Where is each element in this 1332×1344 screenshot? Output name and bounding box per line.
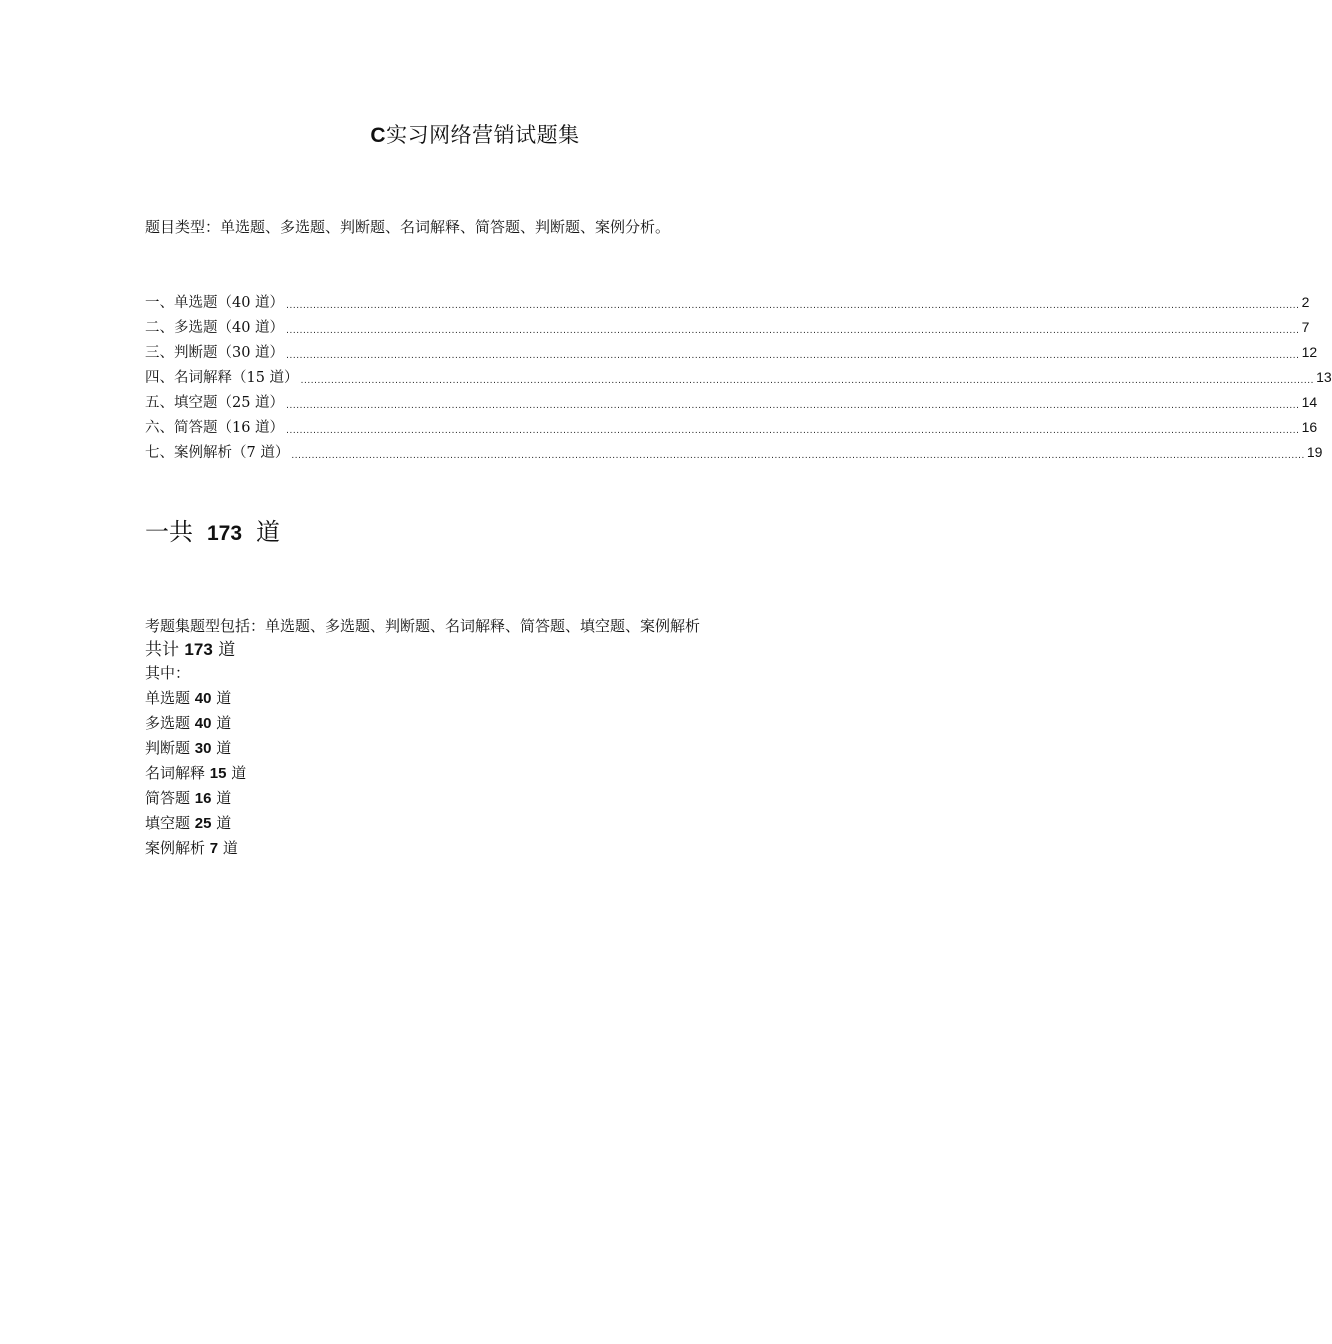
- summary-item-number: 15: [209, 765, 227, 782]
- toc-entry-multiple-choice[interactable]: [145, 315, 1310, 340]
- toc-entry-single-choice[interactable]: [145, 290, 1310, 315]
- toc-entry-label: 三、判断题（30 道）: [145, 345, 285, 361]
- toc-entry-label: 五、填空题（25 道）: [145, 395, 285, 411]
- summary-total: [145, 639, 700, 661]
- summary-item-number: 40: [194, 715, 212, 732]
- toc-entry-label: 四、名词解释（15 道）: [145, 370, 299, 386]
- toc-entry-page: 2: [1301, 294, 1310, 310]
- toc-entry-true-false[interactable]: [145, 340, 1318, 365]
- summary-item-number: 40: [194, 690, 212, 707]
- summary-item: [145, 711, 700, 736]
- toc-entry-page: 12: [1301, 344, 1318, 360]
- question-types-line: 题目类型：单选题、多选题、判断题、名词解释、简答题、判断题、案例分析。: [145, 218, 671, 236]
- summary-item: [145, 736, 700, 761]
- title-main: 实习网络营销试题集: [386, 123, 580, 147]
- summary-item-name: 多选题: [145, 714, 191, 732]
- toc-entry-label: 七、案例解析（7 道）: [145, 445, 290, 461]
- toc-entry-short-answer[interactable]: [145, 415, 1318, 440]
- total-suffix: 道: [256, 518, 281, 546]
- total-number: 173: [207, 522, 243, 545]
- summary-item-number: 30: [194, 740, 212, 757]
- summary-item-unit: 道: [216, 739, 232, 757]
- toc-entry-terms[interactable]: [145, 365, 1332, 390]
- summary-item-number: 7: [209, 840, 219, 857]
- total-count-heading: [145, 512, 280, 554]
- toc-leader-dots: ............................................................................................................................................................................................................................................................................................................: [286, 325, 1300, 336]
- toc-entry-page: 13: [1316, 369, 1332, 385]
- summary-among: 其中：: [145, 664, 191, 682]
- toc-entry-page: 7: [1301, 319, 1310, 335]
- summary-item-name: 判断题: [145, 739, 191, 757]
- total-prefix: 一共: [145, 518, 193, 546]
- summary-item-unit: 道: [222, 839, 238, 857]
- toc-entry-page: 16: [1301, 419, 1318, 435]
- summary-item-number: 16: [194, 790, 212, 807]
- title-prefix: C: [370, 124, 387, 147]
- toc-leader-dots: ............................................................................................................................................................................................................................................................................................................: [286, 425, 1300, 436]
- page-title: [0, 120, 950, 151]
- toc-leader-dots: ............................................................................................................................................................................................................................................................................................................: [286, 400, 1300, 411]
- summary-item: [145, 836, 700, 861]
- toc-entry-fill-blank[interactable]: [145, 390, 1318, 415]
- toc-leader-dots: ............................................................................................................................................................................................................................................................................................................: [286, 300, 1300, 311]
- table-of-contents: [145, 290, 1332, 465]
- summary-total-prefix: 共计: [145, 640, 179, 660]
- summary-item-name: 单选题: [145, 689, 191, 707]
- summary-intro: 考题集题型包括：单选题、多选题、判断题、名词解释、简答题、填空题、案例解析: [145, 617, 701, 635]
- summary-item: [145, 686, 700, 711]
- summary-item: [145, 811, 700, 836]
- summary-item-unit: 道: [231, 764, 247, 782]
- toc-leader-dots: ............................................................................................................................................................................................................................................................................................................: [291, 450, 1305, 461]
- summary-item-unit: 道: [216, 689, 232, 707]
- summary-item-number: 25: [194, 815, 212, 832]
- toc-entry-page: 19: [1306, 444, 1323, 460]
- summary-item-name: 案例解析: [145, 839, 206, 857]
- summary-total-suffix: 道: [218, 640, 236, 660]
- toc-entry-page: 14: [1301, 394, 1318, 410]
- summary-item-name: 填空题: [145, 814, 191, 832]
- summary-item: [145, 786, 700, 811]
- toc-leader-dots: ............................................................................................................................................................................................................................................................................................................: [286, 350, 1300, 361]
- toc-entry-label: 一、单选题（40 道）: [145, 295, 285, 311]
- toc-entry-label: 六、简答题（16 道）: [145, 420, 285, 436]
- toc-entry-label: 二、多选题（40 道）: [145, 320, 285, 336]
- summary-item-unit: 道: [216, 814, 232, 832]
- summary-item-name: 名词解释: [145, 764, 206, 782]
- toc-entry-case-analysis[interactable]: [145, 440, 1323, 465]
- summary-item: [145, 761, 700, 786]
- summary-block: [145, 614, 700, 861]
- toc-leader-dots: ............................................................................................................................................................................................................................................................................................................: [300, 375, 1315, 386]
- summary-item-unit: 道: [216, 714, 232, 732]
- summary-total-number: 173: [184, 640, 213, 659]
- summary-item-unit: 道: [216, 789, 232, 807]
- summary-item-name: 简答题: [145, 789, 191, 807]
